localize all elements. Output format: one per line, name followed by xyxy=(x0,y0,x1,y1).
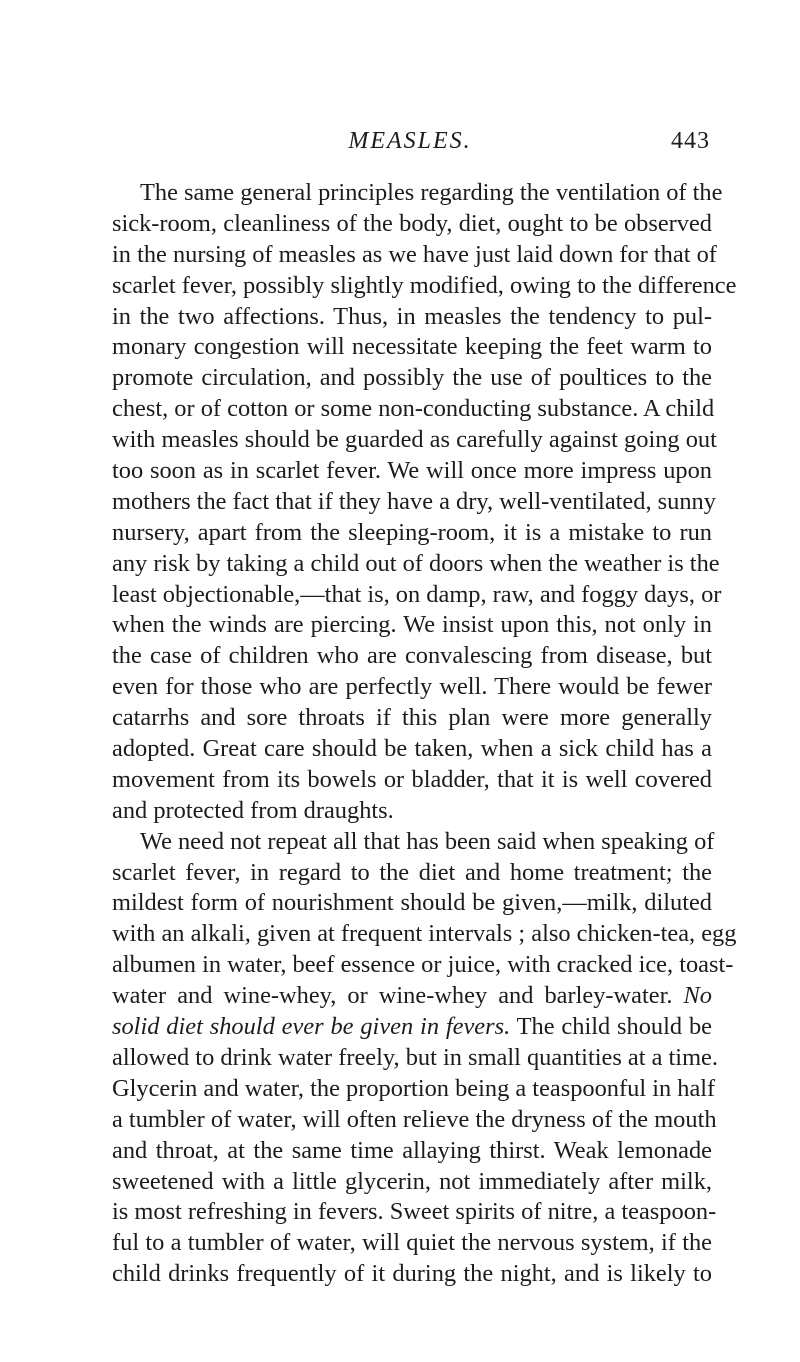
running-head: MEASLES. xyxy=(348,128,472,154)
italic-emphasis: solid diet should ever be given in fevers. xyxy=(112,1013,511,1041)
text-line: nursery, apart from the sleeping-room, it is a mistake to run xyxy=(112,518,712,546)
text-line: child drinks frequently of it during the night, and is likely to xyxy=(112,1260,712,1288)
text-line: with measles should be guarded as carefully against going out xyxy=(112,426,717,454)
text-line: in the two affections. Thus, in measles the tendency to pul- xyxy=(112,302,712,330)
text-line: is most refreshing in fevers. Sweet spirits of nitre, a teaspoon- xyxy=(112,1198,717,1226)
body-text xyxy=(112,178,737,1290)
text-line: Glycerin and water, the proportion being a teaspoonful in half xyxy=(112,1074,716,1102)
text-line: adopted. Great care should be taken, when a sick child has a xyxy=(112,735,712,763)
text-segment: water and wine-whey, or wine-whey and barley-water. xyxy=(112,982,673,1010)
text-segment: The child should be xyxy=(516,1013,712,1041)
text-line: scarlet fever, in regard to the diet and home treatment; the xyxy=(112,858,712,886)
text-line: mothers the fact that if they have a dry, well-ventilated, sunny xyxy=(112,487,716,515)
text-line: scarlet fever, possibly slightly modified, owing to the difference xyxy=(112,271,737,299)
text-line xyxy=(112,981,712,1012)
text-line: monary congestion will necessitate keeping the feet warm to xyxy=(112,333,712,361)
text-line: in the nursing of measles as we have just laid down for that of xyxy=(112,240,717,268)
page-number: 443 xyxy=(671,128,710,154)
text-line: too soon as in scarlet fever. We will once more impress upon xyxy=(112,457,712,485)
text-line: with an alkali, given at frequent intervals ; also chicken-tea, egg xyxy=(112,920,737,948)
text-line: and protected from draughts. xyxy=(112,796,394,824)
text-line: the case of children who are convalescing from disease, but xyxy=(112,642,712,670)
text-line: least objectionable,—that is, on damp, raw, and foggy days, or xyxy=(112,580,722,608)
text-line: promote circulation, and possibly the use of poultices to the xyxy=(112,364,712,392)
italic-emphasis: No xyxy=(683,982,712,1010)
text-line: allowed to drink water freely, but in small quantities at a time. xyxy=(112,1043,718,1071)
text-line: any risk by taking a child out of doors when the weather is the xyxy=(112,549,720,577)
text-line: movement from its bowels or bladder, that it is well covered xyxy=(112,765,712,793)
text-line: We need not repeat all that has been said when speaking of xyxy=(140,827,715,855)
text-line: sweetened with a little glycerin, not immediately after milk, xyxy=(112,1167,712,1195)
paragraph-2 xyxy=(112,827,737,1290)
text-line: sick-room, cleanliness of the body, diet, ought to be observed xyxy=(112,209,712,237)
text-line: albumen in water, beef essence or juice, with cracked ice, toast- xyxy=(112,951,734,979)
text-line: catarrhs and sore throats if this plan were more generally xyxy=(112,704,712,732)
text-line xyxy=(112,1012,712,1043)
text-line: ful to a tumbler of water, will quiet the nervous system, if the xyxy=(112,1229,712,1257)
text-line: chest, or of cotton or some non-conducting substance. A child xyxy=(112,395,715,423)
paragraph-1 xyxy=(112,178,737,827)
text-line: The same general principles regarding the ventilation of the xyxy=(140,179,723,206)
page-header xyxy=(110,128,710,162)
text-line: and throat, at the same time allaying thirst. Weak lemonade xyxy=(112,1136,712,1164)
text-line: mildest form of nourishment should be given,—milk, diluted xyxy=(112,889,712,917)
text-line: a tumbler of water, will often relieve the dryness of the mouth xyxy=(112,1105,717,1133)
text-line: even for those who are perfectly well. There would be fewer xyxy=(112,673,712,701)
text-line: when the winds are piercing. We insist upon this, not only in xyxy=(112,611,712,639)
